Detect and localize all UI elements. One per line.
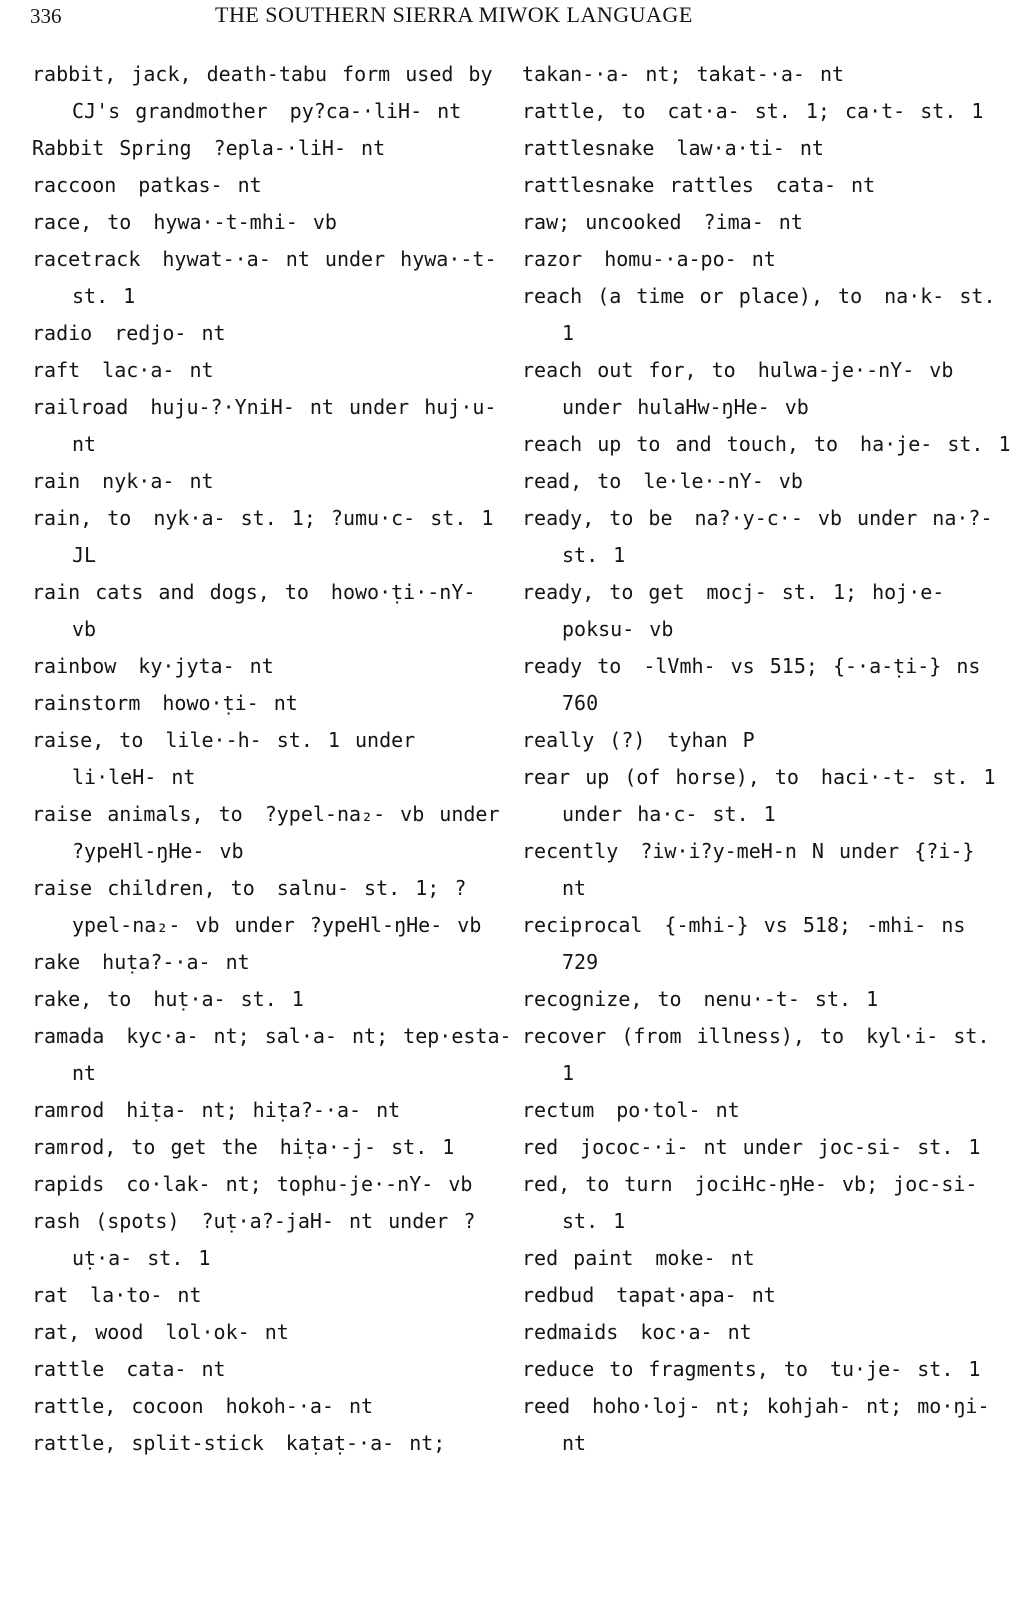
- entry-definition: kyl·i- st. 1: [562, 1024, 990, 1085]
- glossary-entry: [522, 426, 1012, 463]
- entry-term: rectum: [522, 1098, 595, 1122]
- glossary-entry: [32, 981, 512, 1018]
- glossary-entry: [32, 130, 512, 167]
- entry-definition: tu·je- st. 1: [829, 1357, 981, 1381]
- entry-term: recently: [522, 839, 619, 863]
- entry-definition: hywat-·a- nt under hywa·-t- st. 1: [72, 247, 497, 308]
- entry-term: raft: [32, 358, 81, 382]
- entry-definition: huju-?·YniH- nt under huj·u- nt: [72, 395, 497, 456]
- glossary-entry: [522, 167, 1012, 204]
- entry-definition: huṭ·a- st. 1: [153, 987, 304, 1011]
- glossary-entry: [522, 1092, 1012, 1129]
- entry-definition: ?ima- nt: [703, 210, 803, 234]
- glossary-entry: [522, 722, 1012, 759]
- entry-definition: patkas- nt: [138, 173, 262, 197]
- entry-definition: lac·a- nt: [102, 358, 214, 382]
- entry-term: raccoon: [32, 173, 117, 197]
- entry-term: rapids: [32, 1172, 105, 1196]
- entry-definition: takan-·a- nt; takat-·a- nt: [522, 62, 845, 86]
- glossary-entry: [522, 204, 1012, 241]
- entry-definition: ?uṭ·a?-jaH- nt under ?uṭ·a- st. 1: [72, 1209, 476, 1270]
- glossary-entry: [32, 796, 512, 870]
- entry-term: rash (spots): [32, 1209, 180, 1233]
- entry-term: rain, to: [32, 506, 132, 530]
- entry-definition: nyk·a- nt: [102, 469, 214, 493]
- entry-definition: jociHc-ŋHe- vb; joc-si- st. 1: [562, 1172, 978, 1233]
- entry-term: rain cats and dogs, to: [32, 580, 309, 604]
- glossary-entry: [522, 981, 1012, 1018]
- glossary-entry: [522, 463, 1012, 500]
- glossary-entry: [522, 56, 1012, 93]
- entry-definition: ha·je- st. 1: [860, 432, 1011, 456]
- entry-term: ready, to be: [522, 506, 673, 530]
- entry-term: reach (a time or place), to: [522, 284, 863, 308]
- entry-definition: ky·jyta- nt: [138, 654, 274, 678]
- glossary-entry: [32, 1314, 512, 1351]
- entry-term: rattlesnake: [522, 136, 655, 160]
- entry-term: rat: [32, 1283, 69, 1307]
- glossary-entry: [522, 759, 1012, 833]
- entry-definition: kyc·a- nt; sal·a- nt; tep·esta- nt: [72, 1024, 512, 1085]
- entry-term: ready to: [522, 654, 622, 678]
- entry-definition: moke- nt: [655, 1246, 755, 1270]
- entry-term: reciprocal: [522, 913, 643, 937]
- entry-term: railroad: [32, 395, 129, 419]
- entry-definition: law·a·ti- nt: [676, 136, 824, 160]
- entry-term: raise animals, to: [32, 802, 243, 826]
- entry-definition: la·to- nt: [90, 1283, 202, 1307]
- entry-term: razor: [522, 247, 583, 271]
- glossary-entry: [522, 574, 1012, 648]
- glossary-entry: [32, 204, 512, 241]
- entry-term: rattle, cocoon: [32, 1394, 204, 1418]
- glossary-entry: [522, 130, 1012, 167]
- entry-definition: nenu·-t- st. 1: [703, 987, 879, 1011]
- entry-definition: jococ-·i- nt under joc-si- st. 1: [580, 1135, 981, 1159]
- entry-term: rake: [32, 950, 81, 974]
- entry-definition: ?iw·i?y-meH-n N under {?i-} nt: [562, 839, 975, 900]
- right-column: [522, 56, 1012, 1462]
- glossary-entry: [32, 463, 512, 500]
- entry-term: rake, to: [32, 987, 132, 1011]
- entry-term: race, to: [32, 210, 132, 234]
- page-number: 336: [30, 4, 62, 28]
- entry-definition: hokoh-·a- nt: [225, 1394, 374, 1418]
- entry-definition: na·k- st. 1: [562, 284, 996, 345]
- entry-term: red paint: [522, 1246, 634, 1270]
- entry-definition: huṭa?-·a- nt: [102, 950, 250, 974]
- entry-term: reed: [522, 1394, 571, 1418]
- glossary-entry: [522, 1129, 1012, 1166]
- entry-definition: hoho·loj- nt; kohjah- nt; mo·ŋi- nt: [562, 1394, 990, 1455]
- entry-term: Rabbit Spring: [32, 136, 192, 160]
- glossary-entry: [32, 352, 512, 389]
- entry-term: rattle: [32, 1357, 105, 1381]
- glossary-entry: [522, 1314, 1012, 1351]
- glossary-entry: [32, 1425, 512, 1462]
- entry-definition: kaṭaṭ-·a- nt;: [285, 1431, 446, 1455]
- entry-definition: cata- nt: [126, 1357, 226, 1381]
- glossary-entry: [32, 685, 512, 722]
- glossary-entry: [32, 944, 512, 981]
- entry-term: raw; uncooked: [522, 210, 682, 234]
- entry-definition: hulwa-je·-nY- vb under hulaHw-ŋHe- vb: [562, 358, 954, 419]
- glossary-entry: [522, 278, 1012, 352]
- entry-definition: nyk·a- st. 1; ?umu·c- st. 1 JL: [72, 506, 494, 567]
- entry-term: raise children, to: [32, 876, 255, 900]
- glossary-entry: [32, 241, 512, 315]
- glossary-entry: [32, 1018, 512, 1092]
- glossary-entry: [32, 500, 512, 574]
- entry-term: rear up (of horse), to: [522, 765, 799, 789]
- entry-definition: howo·ṭi- nt: [162, 691, 298, 715]
- entry-definition: mocj- st. 1; hoj·e-poksu- vb: [562, 580, 945, 641]
- entry-definition: cat·a- st. 1; ca·t- st. 1: [667, 99, 984, 123]
- entry-term: redbud: [522, 1283, 595, 1307]
- entry-definition: -lVmh- vs 515; {-·a-ṭi-} ns 760: [562, 654, 981, 715]
- entry-definition: ?epla-·liH- nt: [213, 136, 386, 160]
- entry-definition: hiṭa·-j- st. 1: [279, 1135, 455, 1159]
- entry-term: ramrod, to get the: [32, 1135, 258, 1159]
- entry-term: raise, to: [32, 728, 144, 752]
- entry-term: rat, wood: [32, 1320, 144, 1344]
- entry-definition: koc·a- nt: [640, 1320, 752, 1344]
- entry-term: radio: [32, 321, 93, 345]
- entry-definition: ?ypel-na₂- vb under ?ypeHl-ŋHe- vb: [72, 802, 500, 863]
- entry-definition: po·tol- nt: [616, 1098, 740, 1122]
- entry-term: rattle, to: [522, 99, 646, 123]
- glossary-entry: [32, 56, 512, 130]
- glossary-entry: [522, 500, 1012, 574]
- entry-term: ready, to get: [522, 580, 685, 604]
- left-column: [32, 56, 512, 1462]
- glossary-entry: [522, 1166, 1012, 1240]
- glossary-entry: [32, 1388, 512, 1425]
- glossary-entry: [32, 1351, 512, 1388]
- glossary-entry: [522, 833, 1012, 907]
- entry-definition: co·lak- nt; tophu-je·-nY- vb: [126, 1172, 473, 1196]
- entry-term: rattle, split-stick: [32, 1431, 264, 1455]
- entry-definition: redjo- nt: [114, 321, 226, 345]
- glossary-entry: [32, 574, 512, 648]
- glossary-entry: [32, 167, 512, 204]
- glossary-entry: [522, 1277, 1012, 1314]
- entry-term: rain: [32, 469, 81, 493]
- entry-definition: howo·ṭi·-nY- vb: [72, 580, 476, 641]
- glossary-entry: [32, 1277, 512, 1314]
- entry-term: recover (from illness), to: [522, 1024, 845, 1048]
- entry-definition: lol·ok- nt: [165, 1320, 289, 1344]
- glossary-entry: [522, 93, 1012, 130]
- glossary-entry: [32, 389, 512, 463]
- glossary-entry: [522, 241, 1012, 278]
- glossary-entry: [522, 1240, 1012, 1277]
- entry-term: red: [522, 1135, 559, 1159]
- entry-definition: cata- nt: [775, 173, 876, 197]
- entry-definition: lile·-h- st. 1 under li·leH- nt: [72, 728, 416, 789]
- entry-definition: na?·y-c·- vb under na·?- st. 1: [562, 506, 993, 567]
- entry-definition: hiṭa- nt; hiṭa?-·a- nt: [126, 1098, 401, 1122]
- entry-definition: haci·-t- st. 1 under ha·c- st. 1: [562, 765, 996, 826]
- entry-definition: tapat·apa- nt: [616, 1283, 776, 1307]
- glossary-entry: [522, 1351, 1012, 1388]
- glossary-entry: [32, 1092, 512, 1129]
- entry-term: rainstorm: [32, 691, 141, 715]
- glossary-entry: [32, 1203, 512, 1277]
- entry-term: rainbow: [32, 654, 117, 678]
- glossary-entry: [32, 722, 512, 796]
- glossary-entry: [522, 648, 1012, 722]
- entry-term: redmaids: [522, 1320, 619, 1344]
- entry-term: reduce to fragments, to: [522, 1357, 808, 1381]
- entry-term: really (?): [522, 728, 646, 752]
- glossary-entry: [522, 352, 1012, 426]
- entry-term: red, to turn: [522, 1172, 673, 1196]
- running-head: THE SOUTHERN SIERRA MIWOK LANGUAGE: [215, 2, 693, 27]
- entry-term: reach up to and touch, to: [522, 432, 839, 456]
- entry-definition: salnu- st. 1; ?ypel-na₂- vb under ?ypeHl-ŋHe- vb: [72, 876, 482, 937]
- entry-definition: hywa·-t-mhi- vb: [153, 210, 337, 234]
- glossary-entry: [522, 1388, 1012, 1462]
- entry-term: racetrack: [32, 247, 141, 271]
- entry-term: rattlesnake rattles: [522, 173, 754, 197]
- entry-definition: py?ca-·liH- nt: [289, 99, 462, 123]
- entry-term: reach out for, to: [522, 358, 736, 382]
- glossary-entry: [32, 870, 512, 944]
- entry-definition: {-mhi-} vs 518; -mhi- ns 729: [562, 913, 966, 974]
- entry-definition: tyhan P: [667, 728, 755, 752]
- entry-term: read, to: [522, 469, 622, 493]
- glossary-entry: [522, 907, 1012, 981]
- glossary-entry: [32, 1166, 512, 1203]
- entry-term: ramada: [32, 1024, 105, 1048]
- entry-definition: le·le·-nY- vb: [643, 469, 803, 493]
- entry-definition: homu-·a-po- nt: [604, 247, 776, 271]
- entry-term: rabbit, jack, death-tabu form used by CJ's grandmother: [32, 62, 493, 123]
- glossary-entry: [32, 1129, 512, 1166]
- glossary-entry: [522, 1018, 1012, 1092]
- entry-term: ramrod: [32, 1098, 105, 1122]
- entry-term: recognize, to: [522, 987, 682, 1011]
- glossary-entry: [32, 648, 512, 685]
- glossary-entry: [32, 315, 512, 352]
